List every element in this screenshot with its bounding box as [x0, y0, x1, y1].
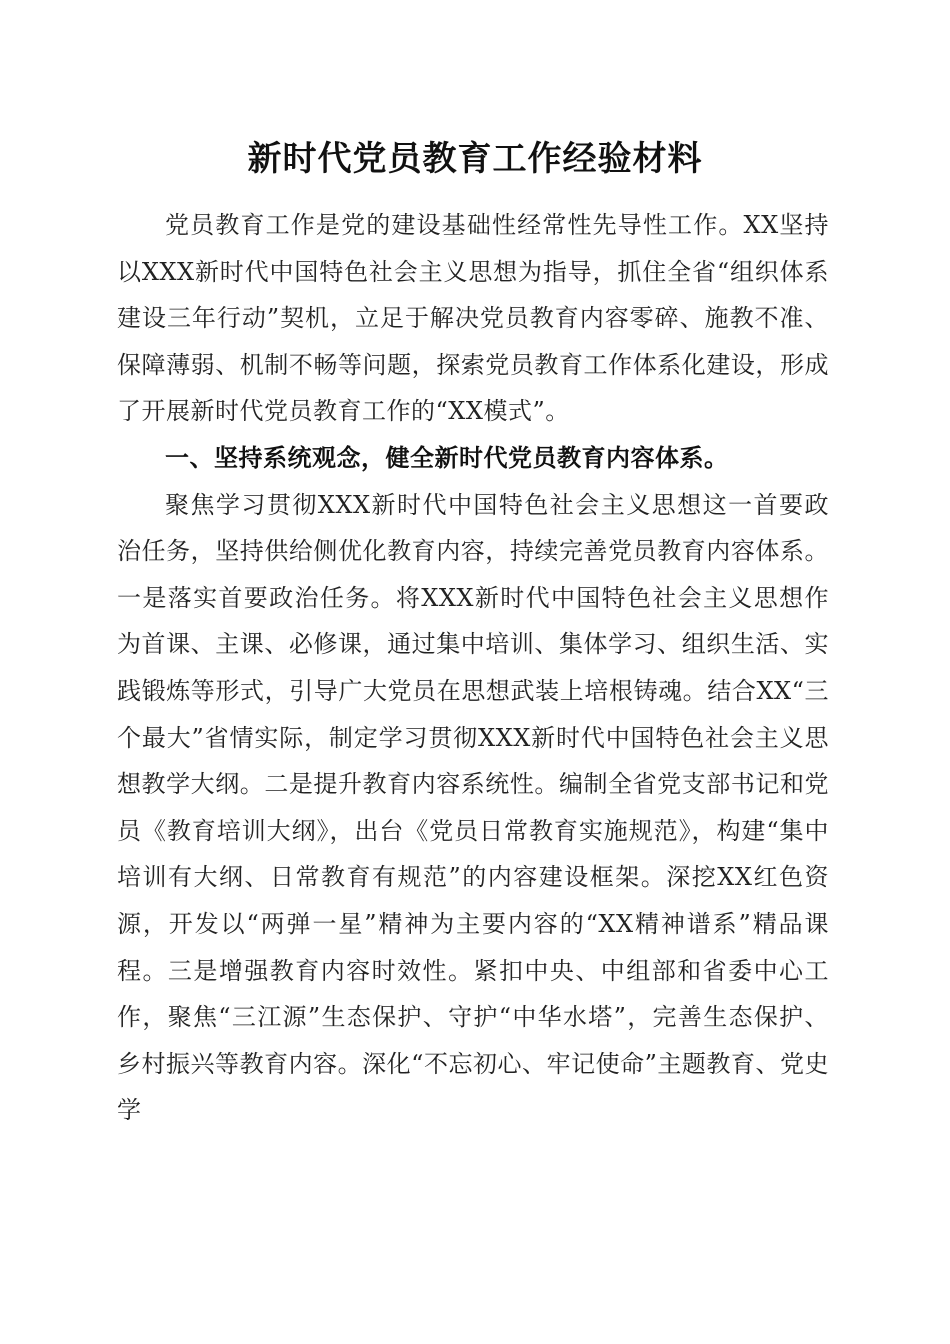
intro-paragraph: 党员教育工作是党的建设基础性经常性先导性工作。XX坚持以XXX新时代中国特色社会主义思想为指导，抓住全省“组织体系建设三年行动”契机，立足于解决党员教育内容零碎、施教不准、保障薄弱、机制不畅等问题，探索党员教育工作体系化建设，形成了开展新时代党员教育工作的“XX模式”。 [117, 211, 829, 426]
section-heading: 一、坚持系统观念，健全新时代党员教育内容体系。 [165, 443, 729, 472]
document-title: 新时代党员教育工作经验材料 [247, 139, 703, 179]
document-body [117, 202, 829, 1134]
section-paragraph: 聚焦学习贯彻XXX新时代中国特色社会主义思想这一首要政治任务，坚持供给侧优化教育内容，持续完善党员教育内容体系。一是落实首要政治任务。将XXX新时代中国特色社会主义思想作为首课、主课、必修课，通过集中培训、集体学习、组织生活、实践锻炼等形式，引导广大党员在思想武装上培根铸魂。结合XX“三个最大”省情实际，制定学习贯彻XXX新时代中国特色社会主义思想教学大纲。二是提升教育内容系统性。编制全省党支部书记和党员《教育培训大纲》，出台《党员日常教育实施规范》，构建“集中培训有大纲、日常教育有规范”的内容建设框架。深挖XX红色资源，开发以“两弹一星”精神为主要内容的“XX精神谱系”精品课程。三是增强教育内容时效性。紧扣中央、中组部和省委中心工作，聚焦“三江源”生态保护、守护“中华水塔”，完善生态保护、乡村振兴等教育内容。深化“不忘初心、牢记使命”主题教育、党史学 [117, 490, 829, 1125]
